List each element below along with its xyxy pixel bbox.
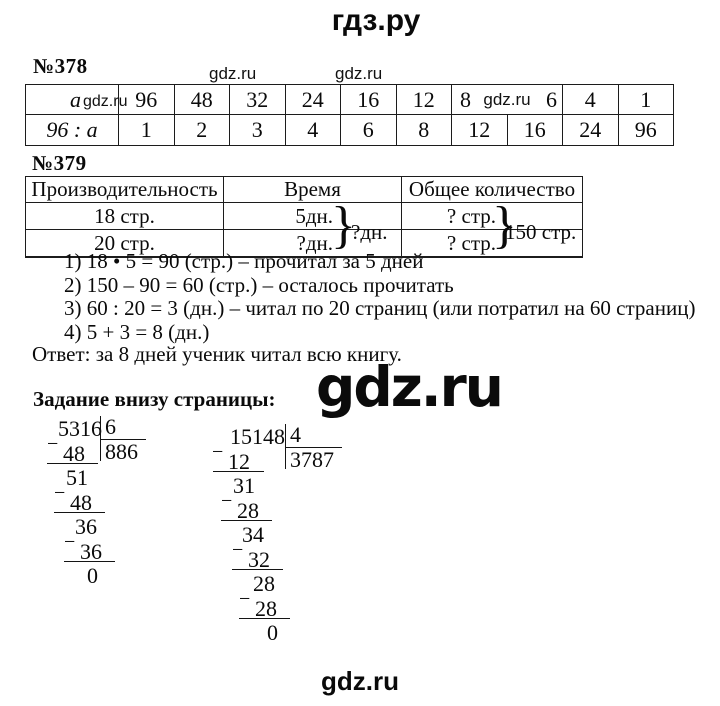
table-cell [452, 85, 563, 115]
table-378-row2-header: 96 : a [26, 115, 119, 146]
division-step-value: 0 [87, 563, 98, 588]
solution-step-line: 3) 60 : 20 = 3 (дн.) – читал по 20 страниц (или потратил на 60 страниц) [64, 296, 696, 320]
table-cell: 1 [618, 85, 674, 115]
division-step-row [212, 440, 367, 474]
table-cell: 4 [563, 85, 619, 115]
table-cell: 1 [119, 115, 175, 146]
division-step-value: 36 [80, 538, 102, 564]
minus-sign: − [64, 530, 76, 553]
division-step-value: 31 [233, 473, 255, 498]
table-cell: 3 [230, 115, 286, 146]
table-cell: 4 [285, 115, 341, 146]
column-header-time: Время [224, 177, 402, 203]
division-step-row [45, 530, 195, 564]
answer-line: Ответ: за 8 дней ученик читал всю книгу. [32, 342, 402, 366]
division-step-value: 28 [253, 571, 275, 596]
subtraction-underline [213, 471, 264, 472]
table-378-divisors [25, 84, 674, 146]
table-cell: 96 [618, 115, 674, 146]
table-cell: ? стр. [402, 230, 583, 258]
subtraction-underline [47, 463, 98, 464]
minus-sign: − [212, 440, 224, 463]
division-step-value: 32 [248, 546, 270, 572]
column-header-total: Общее количество [402, 177, 583, 203]
solution-step-line: 2) 150 – 90 = 60 (стр.) – осталось прочитать [64, 272, 454, 297]
subtraction-underline [54, 512, 105, 513]
division-step-row [217, 538, 367, 572]
solution-step-line: 4) 5 + 3 = 8 (дн.) [64, 319, 210, 344]
table-cell-value: 8 [460, 87, 471, 112]
table-cell: 32 [230, 85, 286, 115]
division-step-value: 51 [66, 465, 88, 490]
table-cell: 2 [174, 115, 230, 146]
division-step-value: 28 [237, 497, 259, 523]
minus-sign: − [54, 481, 66, 504]
bottom-task-label: Задание внизу страницы: [33, 387, 276, 411]
table-cell: ? стр. [402, 203, 583, 230]
solution-step-line: 1) 18 • 5 = 90 (стр.) – прочитал за 5 дней [64, 249, 424, 273]
total-brace-label: 150 стр. [505, 220, 577, 244]
division-step-value: 34 [242, 522, 264, 547]
table-cell: 6 [341, 115, 397, 146]
division-step-row [45, 481, 195, 515]
table-378-row1-header [26, 85, 128, 115]
task-378-label: №378 [33, 54, 88, 78]
table-cell-value: 6 [546, 87, 557, 112]
minus-sign: − [239, 587, 251, 610]
minus-sign: − [47, 432, 59, 455]
subtraction-underline [64, 561, 115, 562]
division-step-row [217, 621, 367, 645]
gdz-watermark-icon: gdz.ru [209, 64, 257, 83]
table-cell: 16 [341, 85, 397, 115]
table-cell: 12 [452, 115, 508, 146]
time-brace-label: ?дн. [351, 220, 388, 244]
variable-a-label: a [70, 87, 81, 112]
subtraction-underline [221, 520, 272, 521]
table-cell: 20 стр. [26, 230, 224, 258]
quotient-value: 3787 [286, 447, 342, 471]
divisor-value: 4 [290, 422, 301, 447]
table-cell: 24 [285, 85, 341, 115]
gdz-watermark-big-icon: gdz.ru [316, 355, 502, 419]
division-step-value: 12 [228, 448, 250, 474]
site-footer-watermark: gdz.ru [321, 666, 399, 696]
table-cell: ?дн. [224, 230, 402, 258]
table-cell: 18 стр. [26, 203, 224, 230]
division-step-row [217, 587, 367, 621]
quotient-value: 886 [101, 439, 146, 463]
subtraction-underline [232, 569, 283, 570]
division-step-value: 0 [267, 620, 278, 645]
table-cell: 48 [174, 85, 230, 115]
subtraction-underline [239, 618, 290, 619]
site-header-watermark: гдз.ру [331, 4, 421, 37]
gdz-watermark-icon: gdz.ru [83, 93, 128, 110]
gdz-watermark-icon: gdz.ru [483, 90, 531, 109]
division-step-row [45, 432, 195, 466]
divisor-value: 6 [105, 414, 116, 439]
table-cell: 8 [396, 115, 452, 146]
division-step-row [217, 474, 367, 498]
division-step-value: 48 [63, 440, 85, 466]
division-step-value: 36 [75, 514, 97, 539]
dividend-value: 5316 [58, 416, 102, 441]
minus-sign: − [232, 538, 244, 561]
dividend-value: 15148 [230, 424, 285, 449]
minus-sign: − [221, 489, 233, 512]
total-brace: } [492, 197, 517, 254]
division-step-row [45, 466, 195, 490]
table-cell: 16 [507, 115, 563, 146]
table-cell: 96 [119, 85, 175, 115]
table-cell: 12 [396, 85, 452, 115]
table-cell: 5дн. [224, 203, 402, 230]
division-step-value: 48 [70, 489, 92, 515]
task-379-label: №379 [32, 151, 87, 175]
time-brace: } [331, 197, 356, 254]
column-header-productivity: Производительность [26, 177, 224, 203]
table-cell: 24 [563, 115, 619, 146]
division-step-row [45, 564, 195, 588]
division-step-row [217, 489, 367, 523]
division-step-value: 28 [255, 595, 277, 621]
gdz-watermark-icon: gdz.ru [335, 64, 383, 83]
